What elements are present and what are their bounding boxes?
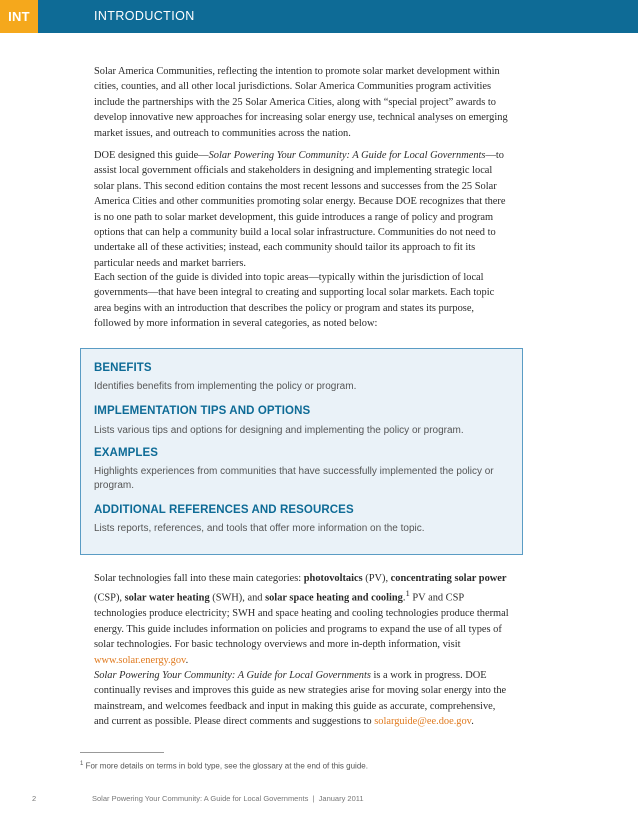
p4-text-d: (SWH), and	[209, 592, 266, 604]
paragraph-2	[94, 148, 512, 271]
term-concentrating-solar-power: concentrating solar power	[390, 573, 507, 584]
paragraph-2-intro: DOE designed this guide—	[94, 150, 209, 161]
paragraph-1: Solar America Communities, reflecting the intention to promote solar market development within cities, counties, and all other local jurisdictions. Solar America Communities program activities include the partnerships with the 25 Solar America Cities, along with “special project” awards to develop innovative new approaches for increasing solar energy use, technical analyses on emerging market issues, and outreach to communities across the nation.	[94, 66, 508, 139]
footnote	[80, 761, 368, 771]
benefits-heading: BENEFITS	[94, 362, 152, 374]
references-heading: ADDITIONAL REFERENCES AND RESOURCES	[94, 504, 354, 516]
implementation-text: Lists various tips and options for designing and implementing the policy or program.	[94, 425, 464, 436]
categories-callout	[80, 348, 523, 555]
section-tab: INT	[0, 0, 38, 33]
p5-text-b: .	[471, 716, 474, 728]
guide-title-2: Solar Powering Your Community: A Guide for Local Governments	[94, 670, 371, 681]
email-link[interactable]: solarguide@ee.doe.gov	[374, 716, 472, 728]
paragraph-5	[94, 668, 512, 730]
section-title: INTRODUCTION	[94, 9, 195, 23]
p4-text-g: .	[185, 654, 189, 666]
p4-text-b: (PV),	[362, 573, 391, 584]
footnote-text: For more details on terms in bold type, see the glossary at the end of this guide.	[83, 761, 368, 771]
footnote-divider	[80, 752, 164, 753]
paragraph-2-body: —to assist local government officials and stakeholders in designing and implementing strategic local solar plans. This second edition contains the most recent lessons and successes from the 25 Solar America Cities and other communities promoting solar energy. Because DOE recognizes that there is no one path to solar market development, this guide introduces a range of policy and program options that can help a community build a local solar infrastructure. Communities do not need to undertake all of these activities; instead, each community should tailor its approach to fit its particular needs and market barriers.	[94, 150, 506, 269]
footnote-number: 1	[80, 761, 84, 767]
p4-text-f: PV and CSP technologies produce electricity; SWH and space heating and cooling technologies produce thermal energy. This guide includes information on policies and programs to expand the use of all types of solar technologies. For basic technology overviews and more in-depth information, visit	[94, 592, 509, 651]
term-solar-space-heating: solar space heating and cooling	[265, 592, 403, 604]
guide-title: Solar Powering Your Community: A Guide for Local Governments	[208, 150, 486, 161]
p5-text-a: is a work in progress. DOE continually revises and improves this guide as new strategies arise for moving solar energy into the mainstream, and welcomes feedback and input in making this guide as accurate, comprehensive, and current as possible. Please direct comments and suggestions to	[94, 670, 507, 728]
p4-text-c: (CSP),	[94, 592, 125, 604]
p4-text-a: Solar technologies fall into these main categories:	[94, 573, 304, 584]
term-solar-water-heating: solar water heating	[124, 592, 210, 604]
examples-text: Highlights experiences from communities that have successfully implemented the policy or program.	[94, 466, 494, 491]
references-text: Lists reports, references, and tools that offer more information on the topic.	[94, 523, 425, 534]
p4-text-e: .	[402, 592, 406, 604]
paragraph-3: Each section of the guide is divided into topic areas—typically within the jurisdiction of local governments—that have been integral to creating and supporting local solar markets. Each topic area begins with an introduction that describes the policy or program and states its purpose, followed by more information in several categories, as noted below:	[94, 272, 495, 330]
term-photovoltaics: photovoltaics	[303, 573, 363, 584]
footnote-ref: 1	[405, 588, 410, 599]
implementation-heading: IMPLEMENTATION TIPS AND OPTIONS	[94, 405, 311, 417]
examples-heading: EXAMPLES	[94, 447, 159, 459]
page-header	[0, 0, 638, 33]
benefits-text: Identifies benefits from implementing the policy or program.	[94, 381, 357, 392]
paragraph-4	[94, 571, 512, 668]
solar-energy-link[interactable]: www.solar.energy.gov	[94, 654, 186, 666]
footer-text: Solar Powering Your Community: A Guide for Local Governments | January 2011	[92, 794, 364, 803]
page-number: 2	[32, 794, 37, 803]
